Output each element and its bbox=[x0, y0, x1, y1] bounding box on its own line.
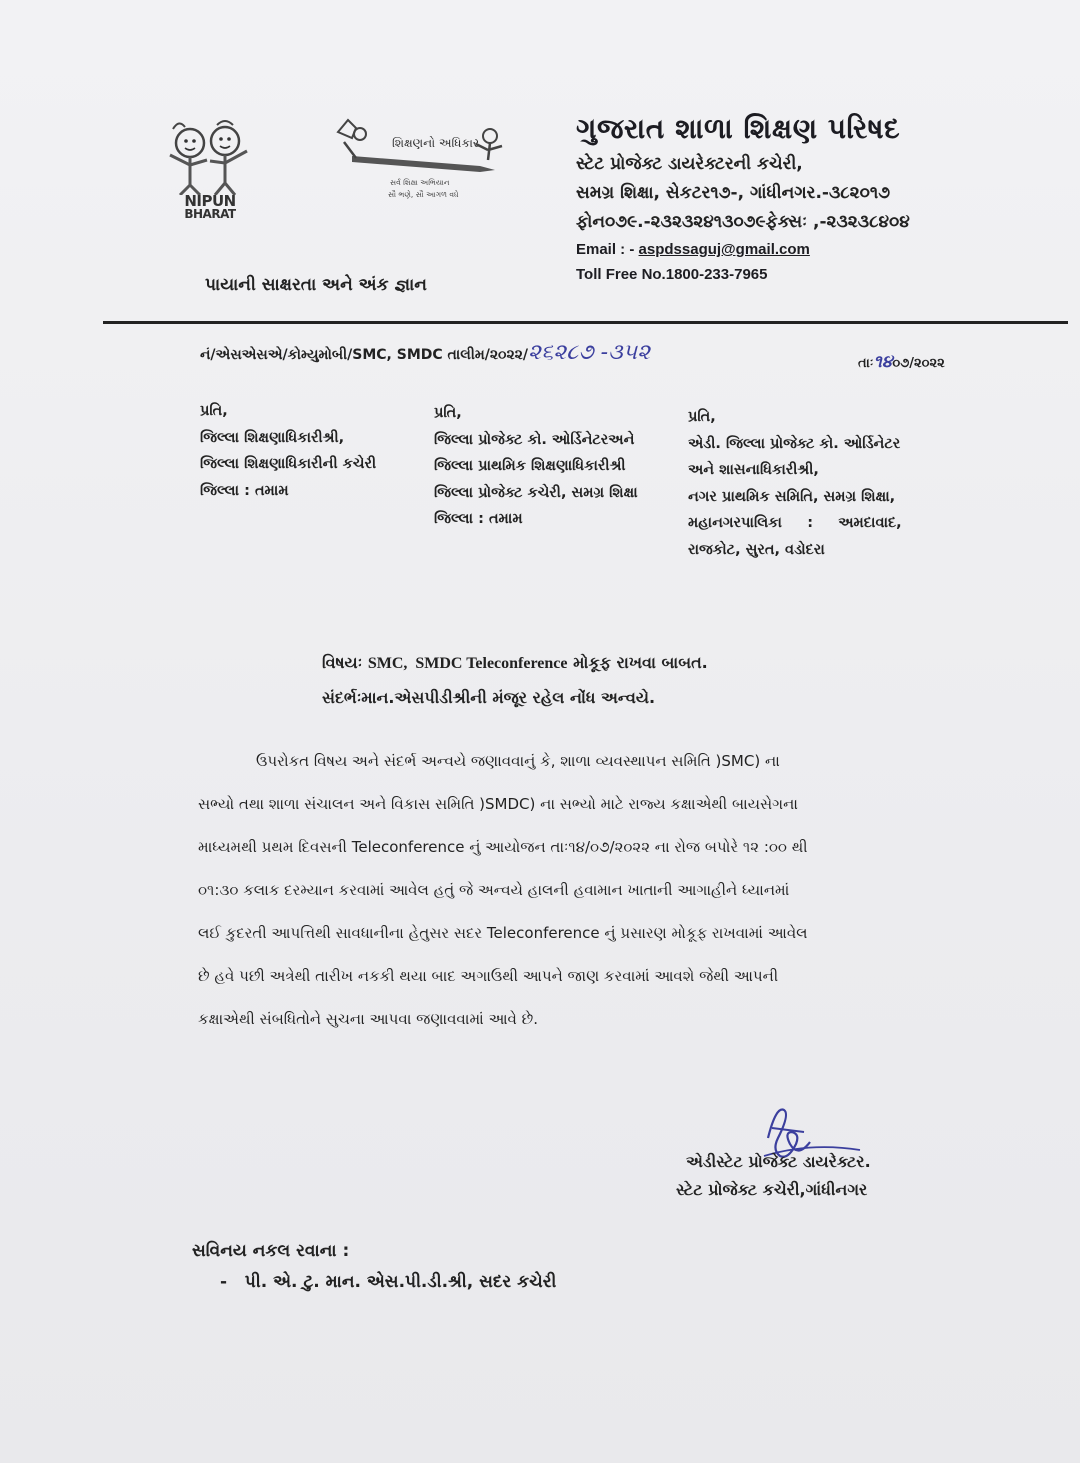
copy-heading: સવિનય નકલ રવાના : bbox=[192, 1241, 350, 1261]
addressee-column-2 bbox=[434, 400, 638, 533]
addressee-line: મહાનગરપાલિકા : અમદાવાદ, bbox=[688, 515, 902, 531]
date-prefix: તાઃ bbox=[858, 356, 874, 371]
addressee-line: પ્રતિ, bbox=[688, 409, 716, 425]
subject-label: વિષયઃ bbox=[322, 653, 363, 672]
addressee-line: જિલ્લા : તમામ bbox=[434, 511, 523, 527]
office-address: સમગ્ર શિક્ષા, સેકટર૧૭-, ગાંધીનગર.-૩૮૨૦૧૭ bbox=[576, 183, 891, 203]
addressee-line: રાજકોટ, સુરત, વડોદરા bbox=[688, 541, 825, 558]
addressee-line: જિલ્લા શિક્ષણાધિકારીની કચેરી bbox=[200, 456, 377, 472]
date-handwritten: ૧૪ bbox=[873, 352, 893, 372]
letter-date bbox=[858, 352, 945, 372]
tagline: પાયાની સાક્ષરતા અને અંક જ્ઞાન bbox=[205, 275, 427, 295]
signatory-title: એડીસ્ટેટ પ્રોજેક્ટ ડાયરેક્ટર. bbox=[686, 1152, 871, 1171]
body-line: ઉપરોકત વિષય અને સંદર્ભ અન્વયે જણાવવાનું કે, શાળા વ્યવસ્થાપન સમિતિ )SMC) ના bbox=[256, 752, 780, 770]
body-line: લઈ કુદરતી આપત્તિથી સાવધાનીના હેતુસર સદર Teleconference નું પ્રસારણ મોકૂફ રાખવામાં આવેલ bbox=[198, 924, 808, 942]
letterhead bbox=[576, 112, 1066, 283]
subject-block bbox=[322, 646, 708, 715]
office-name: સ્ટેટ પ્રોજેક્ટ ડાયરેક્ટરની કચેરી, bbox=[576, 154, 803, 174]
body-line: કક્ષાએથી સંબધિતોને સુચના આપવા જણાવવામાં આવે છે. bbox=[198, 1010, 539, 1028]
nipun-bharat-logo bbox=[155, 115, 265, 235]
email-line bbox=[576, 241, 1066, 258]
signatory-office: સ્ટેટ પ્રોજેક્ટ કચેરી,ગાંધીનગર bbox=[676, 1180, 868, 1199]
body-line: ૦૧:૩૦ કલાક દરમ્યાન કરવામાં આવેલ હતું જે અન્વયે હાલની હવામાન ખાતાની આગાહીને ધ્યાનમાં bbox=[198, 881, 790, 899]
addressee-column-1 bbox=[200, 398, 376, 504]
addressee-line: પ્રતિ, bbox=[200, 403, 228, 419]
addressee-column-3 bbox=[688, 404, 902, 563]
subject-line bbox=[322, 646, 708, 681]
reference-handwritten: ૨૬૨૮૭ -૩૫૨ bbox=[528, 340, 651, 365]
email-label: Email : - bbox=[576, 241, 635, 258]
body-line: છે હવે પછી અત્રેથી તારીખ નકકી થયા બાદ અગાઉથી આપને જાણ કરવામાં આવશે જેથી આપની bbox=[198, 967, 779, 985]
header-divider bbox=[103, 321, 1068, 324]
addressee-line: જિલ્લા શિક્ષણાધિકારીશ્રી, bbox=[200, 429, 345, 446]
subject-text: મોકૂફ રાખવા બાબત. bbox=[573, 653, 708, 672]
copy-item: - પી. એ. ટુ. માન. એસ.પી.ડી.શ્રી, સદર કચેરી bbox=[220, 1272, 557, 1292]
addressee-line: નગર પ્રાથમિક સમિતિ, સમગ્ર શિક્ષા, bbox=[688, 488, 896, 505]
sikshan-tagline: શિક્ષણનો અધિકાર bbox=[392, 136, 480, 150]
addressee-line: જિલ્લા પ્રોજેક્ટ કો. ઓર્ડિનેટરઅને bbox=[434, 431, 635, 448]
org-title: ગુજરાત શાળા શિક્ષણ પરિષદ bbox=[576, 112, 901, 145]
letter-body bbox=[198, 740, 968, 1041]
addressee-line: જિલ્લા પ્રાથમિક શિક્ષણાધિકારીશ્રી bbox=[434, 458, 626, 474]
nipun-text: NIPUN bbox=[184, 192, 236, 210]
body-line: સભ્યો તથા શાળા સંચાલન અને વિકાસ સમિતિ )SMDC) ના સભ્યો માટે રાજ્ય કક્ષાએથી બાયસેગના bbox=[198, 795, 798, 813]
sarva-shiksha-logo bbox=[330, 112, 520, 212]
toll-free: Toll Free No.1800-233-7965 bbox=[576, 266, 768, 283]
children-figures-icon bbox=[155, 115, 265, 195]
sikshan-sub-2: સૌ ભણે, સૌ આગળ વધે bbox=[388, 190, 459, 199]
reference-number bbox=[200, 340, 650, 365]
addressee-line: જિલ્લા પ્રોજેક્ટ કચેરી, સમગ્ર શિક્ષા bbox=[434, 484, 638, 501]
addressee-line: એડી. જિલ્લા પ્રોજેક્ટ કો. ઓર્ડિનેટર bbox=[688, 435, 901, 452]
bharat-text: BHARAT bbox=[184, 207, 236, 221]
addressee-line: જિલ્લા : તમામ bbox=[200, 482, 289, 499]
date-suffix: ૦૭/૨૦૨૨ bbox=[892, 356, 945, 371]
addressee-line: પ્રતિ, bbox=[434, 405, 462, 421]
subject-reference: સંદર્ભઃમાન.એસપીડીશ્રીની મંજૂર રહેલ નોંધ અન્વયે. bbox=[322, 688, 656, 707]
email-link[interactable]: aspdssaguj@gmail.com bbox=[638, 241, 810, 258]
reference-prefix: નં/એસએસએ/કોમ્યુમોબી/SMC, SMDC તાલીમ/૨૦૨૨/ bbox=[200, 347, 529, 363]
addressee-line: અને શાસનાધિકારીશ્રી, bbox=[688, 462, 819, 478]
body-line: માધ્યમથી પ્રથમ દિવસની Teleconference નું આયોજન તાઃ૧૪/૦૭/૨૦૨૨ ના રોજ બપોરે ૧૨ :૦૦ થી bbox=[198, 838, 808, 856]
sikshan-sub-1: સર્વ શિક્ષા અભિયાન bbox=[390, 178, 450, 187]
phone-fax: ફોન૦૭૯.-૨૩૨૩૨૪૧૩૦૭૯ફેક્સઃ ,-૨૩૨૩૮૪૦૪ bbox=[576, 212, 910, 232]
subject-latin: SMC, SMDC Teleconference bbox=[367, 655, 568, 672]
